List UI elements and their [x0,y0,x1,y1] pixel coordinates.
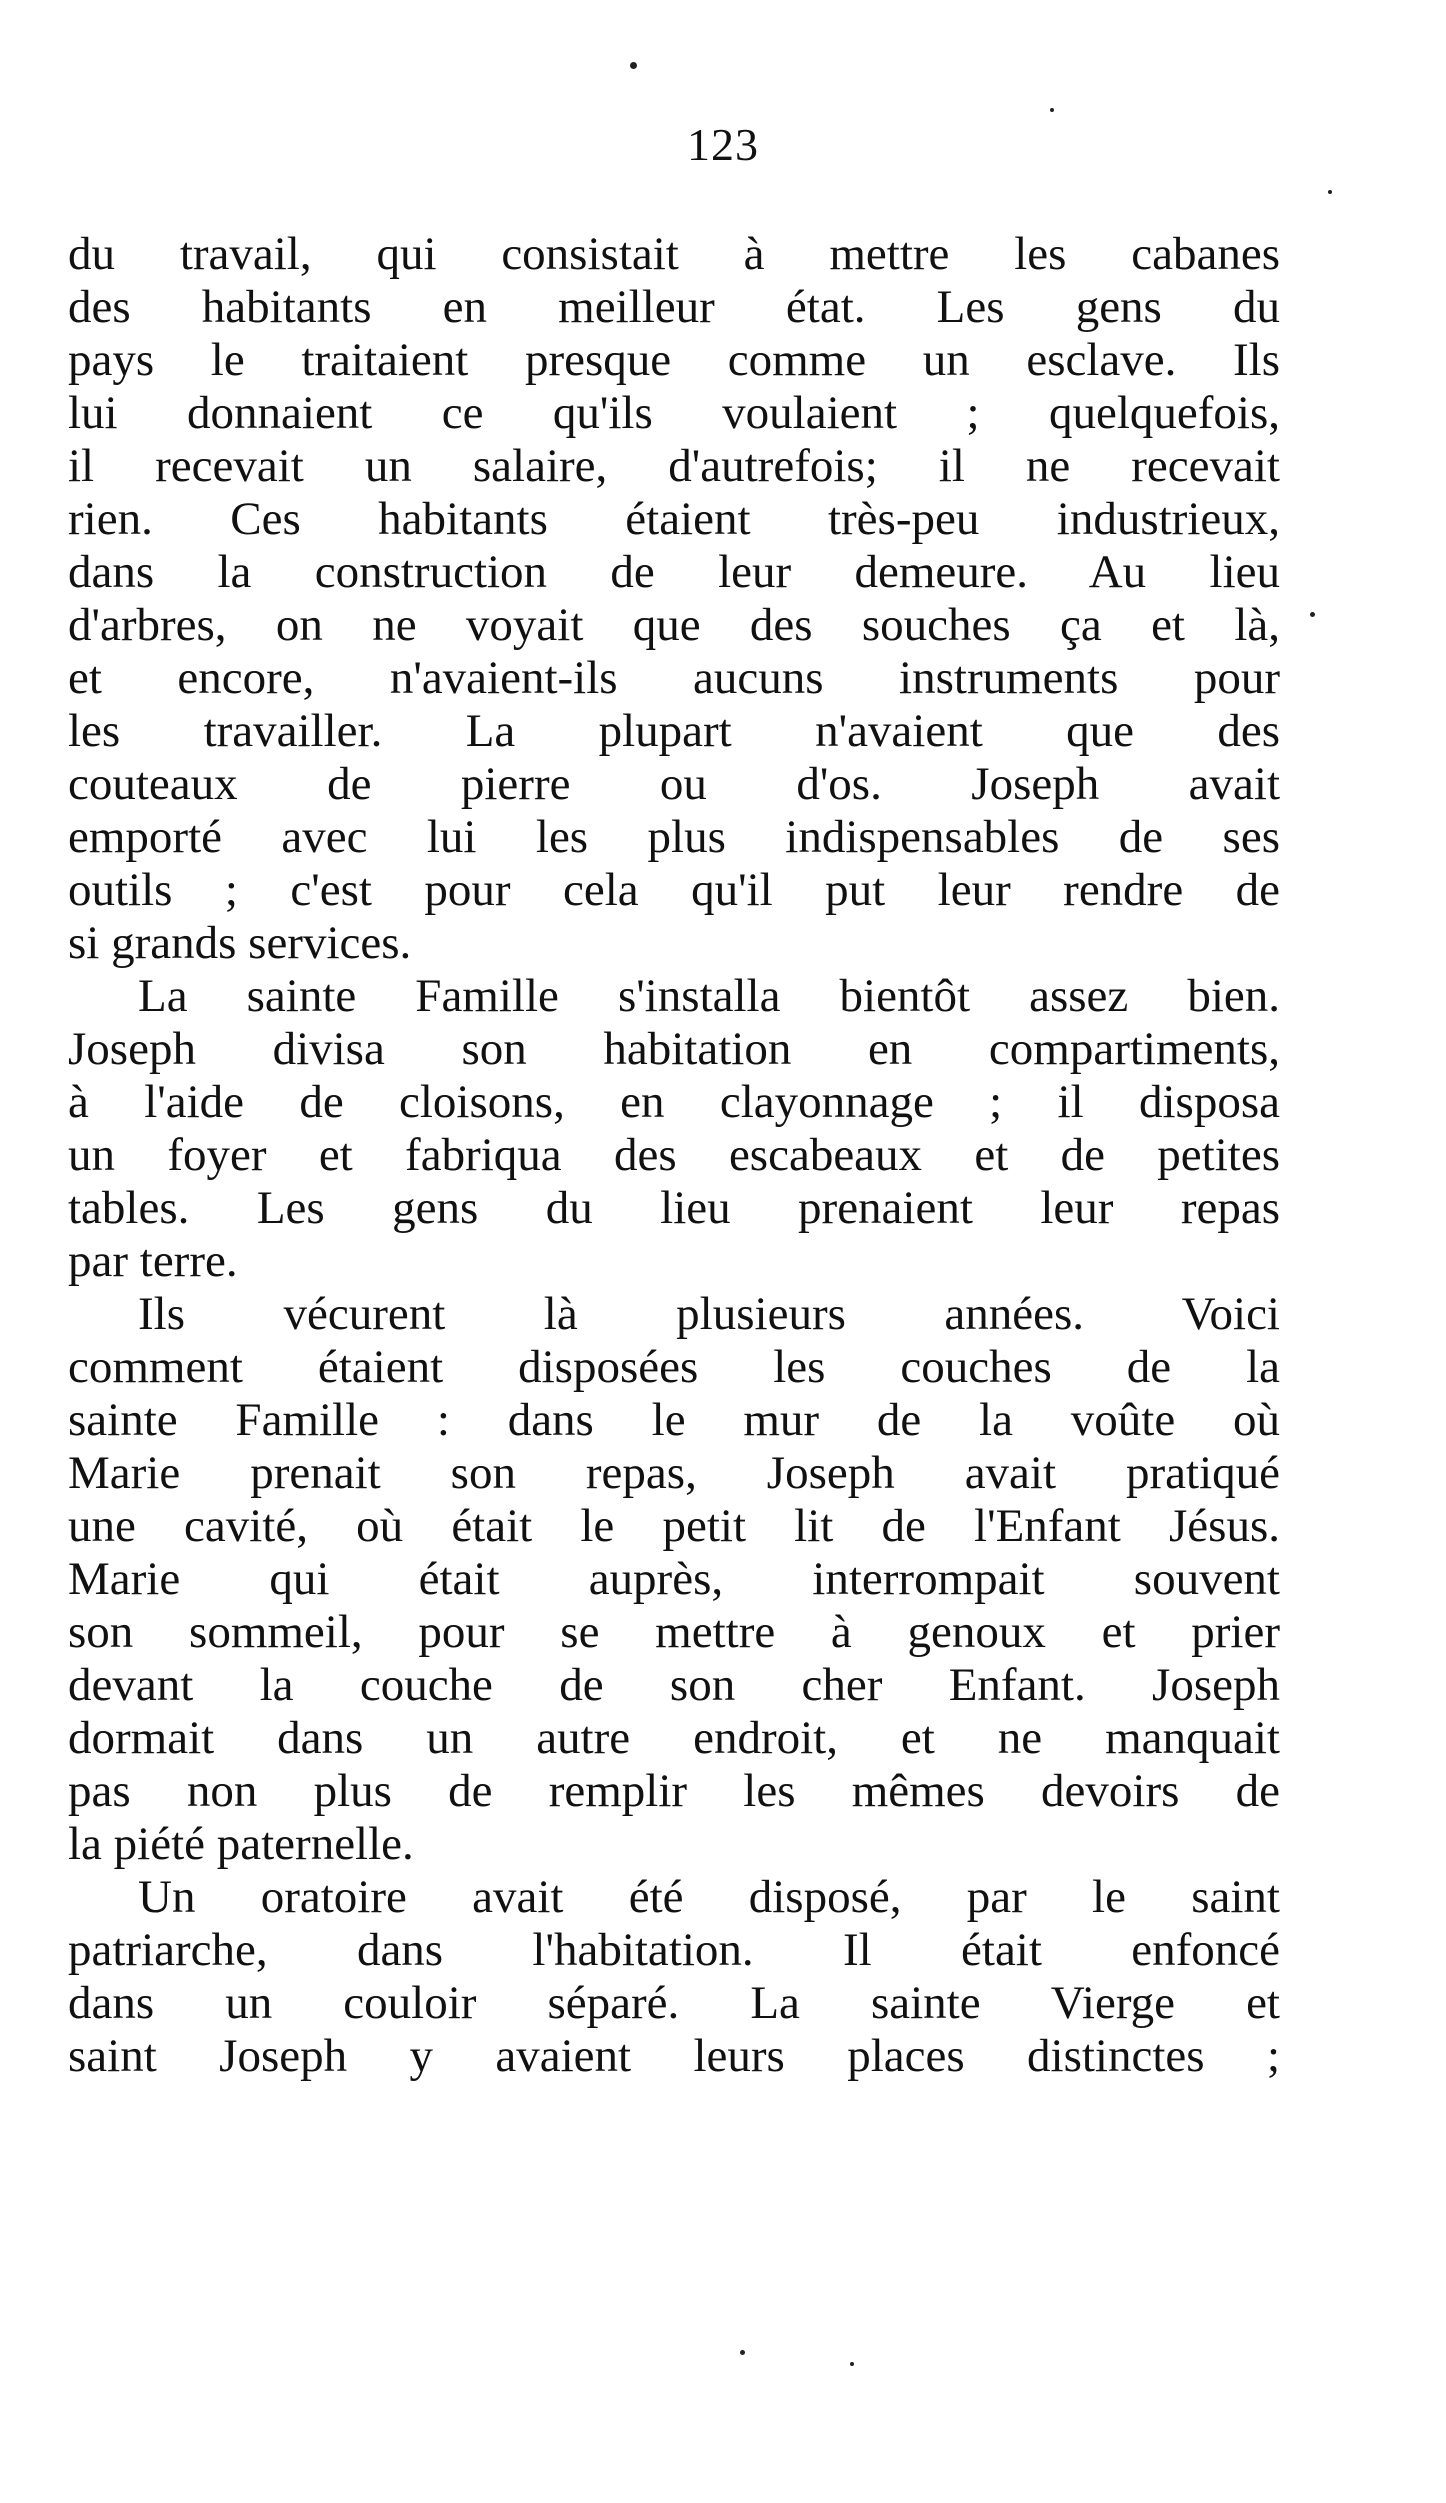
text-line: un foyer et fabriqua des escabeaux et de petites [68,1129,1280,1181]
text-line: dans la construction de leur demeure. Au lieu [68,546,1280,598]
scan-speck [1328,190,1332,194]
text-line: devant la couche de son cher Enfant. Joseph [68,1659,1280,1711]
text-line: saint Joseph y avaient leurs places distinctes ; [68,2030,1280,2082]
paragraph [68,1871,1280,2083]
text-line: pays le traitaient presque comme un esclave. Ils [68,334,1280,386]
text-line: La sainte Famille s'installa bientôt assez bien. [138,970,1280,1022]
text-line: les travailler. La plupart n'avaient que des [68,705,1280,757]
text-line: à l'aide de cloisons, en clayonnage ; il disposa [68,1076,1280,1128]
text-line: couteaux de pierre ou d'os. Joseph avait [68,758,1280,810]
text-line: par terre. [68,1235,238,1287]
text-line: il recevait un salaire, d'autrefois; il ne recevait [68,440,1280,492]
text-line: Marie qui était auprès, interrompait souvent [68,1553,1280,1605]
text-line: la piété paternelle. [68,1818,414,1870]
text-line: Ils vécurent là plusieurs années. Voici [138,1288,1280,1340]
scan-speck [630,62,637,69]
text-line: rien. Ces habitants étaient très-peu industrieux, [68,493,1280,545]
scan-speck [740,2350,745,2355]
text-line: tables. Les gens du lieu prenaient leur repas [68,1182,1280,1234]
text-line: des habitants en meilleur état. Les gens du [68,281,1280,333]
text-line: outils ; c'est pour cela qu'il put leur rendre de [68,864,1280,916]
text-line: patriarche, dans l'habitation. Il était enfoncé [68,1924,1280,1976]
text-line: si grands services. [68,917,412,969]
paragraph [68,228,1280,970]
text-line: et encore, n'avaient-ils aucuns instruments pour [68,652,1280,704]
text-line: du travail, qui consistait à mettre les cabanes [68,228,1280,280]
body-text [68,228,1280,2083]
text-line: dormait dans un autre endroit, et ne manquait [68,1712,1280,1764]
text-line: dans un couloir séparé. La sainte Vierge et [68,1977,1280,2029]
text-line: Marie prenait son repas, Joseph avait pratiqué [68,1447,1280,1499]
text-line: une cavité, où était le petit lit de l'Enfant Jésus. [68,1500,1280,1552]
text-line: pas non plus de remplir les mêmes devoirs de [68,1765,1280,1817]
scan-speck [1050,108,1054,112]
scan-speck [850,2362,854,2366]
text-line: Joseph divisa son habitation en compartiments, [68,1023,1280,1075]
text-line: comment étaient disposées les couches de la [68,1341,1280,1393]
text-line: d'arbres, on ne voyait que des souches ça et là, [68,599,1280,651]
paragraph [68,1288,1280,1871]
page-number: 123 [687,119,759,170]
paragraph [68,970,1280,1288]
text-line: lui donnaient ce qu'ils voulaient ; quelquefois, [68,387,1280,439]
text-line: Un oratoire avait été disposé, par le saint [138,1871,1280,1923]
text-line: emporté avec lui les plus indispensables de ses [68,811,1280,863]
scan-speck [1310,612,1315,617]
text-line: sainte Famille : dans le mur de la voûte où [68,1394,1280,1446]
text-line: son sommeil, pour se mettre à genoux et prier [68,1606,1280,1658]
